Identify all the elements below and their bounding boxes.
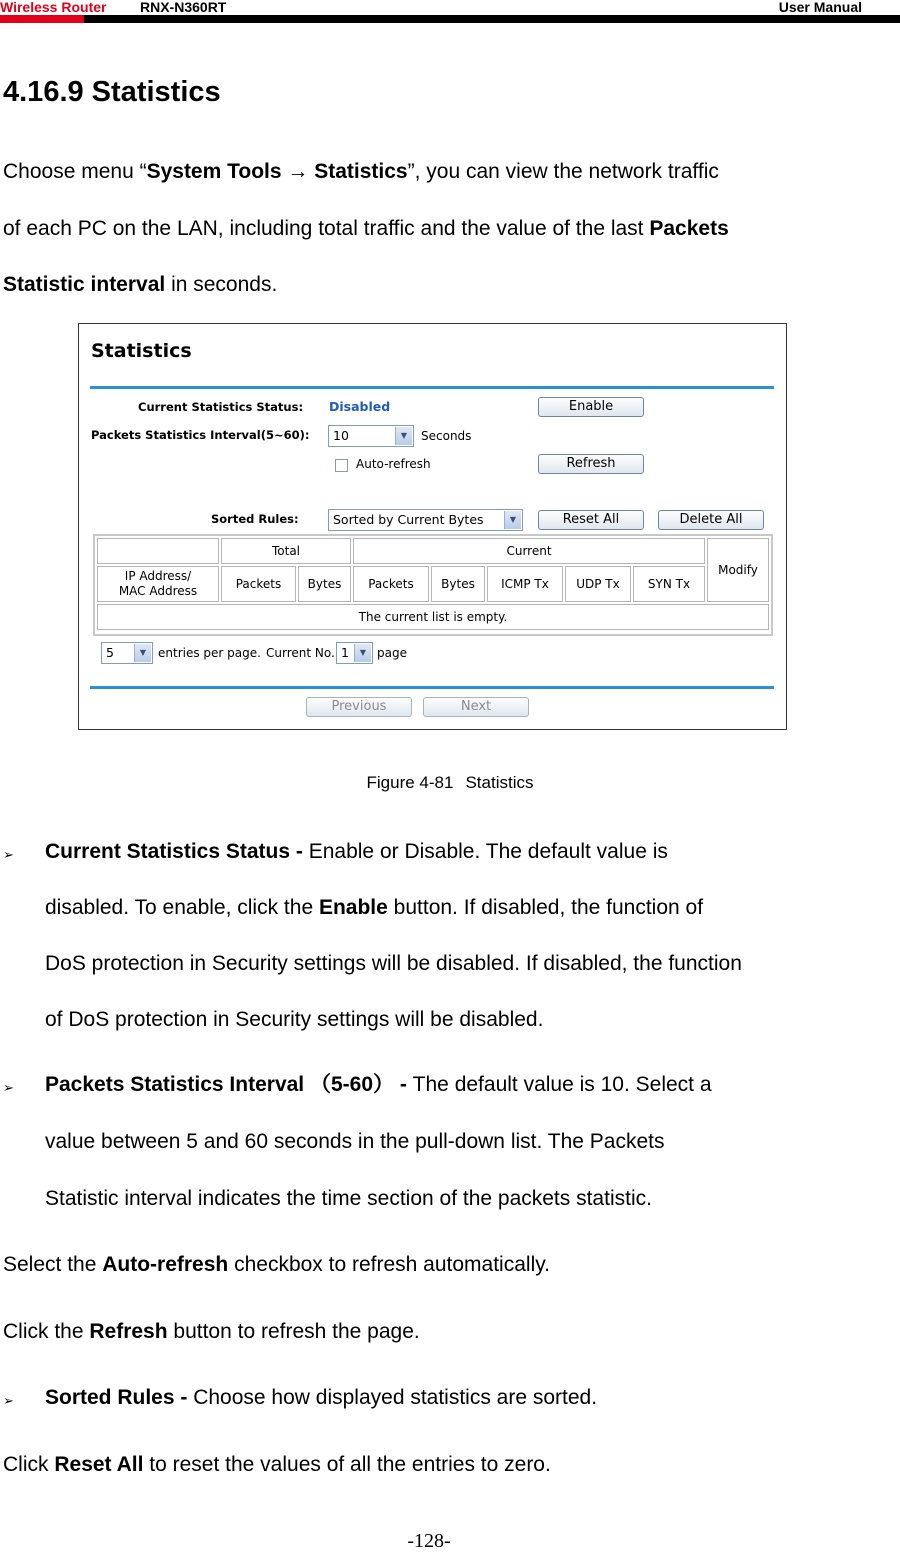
refresh-line: Click the Refresh button to refresh the page. <box>3 1320 420 1343</box>
figure-caption: Figure 4-81 Statistics <box>366 773 534 792</box>
enable-button[interactable]: Enable <box>538 397 644 417</box>
autorefresh-checkbox[interactable] <box>335 459 348 472</box>
chevron-down-icon: ▼ <box>504 511 521 529</box>
status-label: Current Statistics Status: <box>138 400 304 414</box>
header-rule <box>0 15 900 23</box>
current-no-label: Current No. <box>266 646 335 660</box>
sorted-rules-line: Sorted Rules - Choose how displayed statistics are sorted. <box>45 1386 598 1409</box>
table-header-blank <box>97 538 219 564</box>
psi-line-1: Packets Statistics Interval （5-60） - The default value is 10. Select a <box>45 1073 712 1096</box>
css-line-2: disabled. To enable, click the Enable button. If disabled, the function of <box>45 896 704 919</box>
delete-all-button[interactable]: Delete All <box>658 510 764 530</box>
page-select[interactable]: 1 ▼ <box>336 642 373 664</box>
page-label: page <box>377 646 407 660</box>
page-header <box>0 0 900 26</box>
table-header-total: Total <box>221 538 351 564</box>
sorted-rules-label: Sorted Rules: <box>211 512 299 526</box>
bullet-icon: ➢ <box>3 847 14 862</box>
chevron-down-icon: ▼ <box>354 644 371 662</box>
autorefresh-label: Auto-refresh <box>356 457 431 471</box>
page-number: -128- <box>407 1530 451 1552</box>
bullet-icon: ➢ <box>3 1080 14 1095</box>
interval-select[interactable]: 10 ▼ <box>328 425 414 447</box>
col-icmp-tx: ICMP Tx <box>487 566 563 602</box>
intro-line-1: Choose menu “System Tools → Statistics”, you can view the network traffic <box>3 160 719 183</box>
table-header-ip-mac: IP Address/ MAC Address <box>97 566 219 602</box>
refresh-button[interactable]: Refresh <box>538 454 644 474</box>
reset-all-button[interactable]: Reset All <box>538 510 644 530</box>
entries-per-page-select[interactable]: 5 ▼ <box>101 642 153 664</box>
section-title: 4.16.9 Statistics <box>3 76 221 108</box>
seconds-label: Seconds <box>421 429 472 443</box>
next-button[interactable]: Next <box>423 697 529 717</box>
statistics-table <box>93 534 773 636</box>
figure-top-rule <box>90 386 774 389</box>
col-total-packets: Packets <box>221 566 296 602</box>
header-rule-accent <box>0 15 84 23</box>
css-line-4: of DoS protection in Security settings will be disabled. <box>45 1008 544 1031</box>
col-current-bytes: Bytes <box>431 566 485 602</box>
autorefresh-line: Select the Auto-refresh checkbox to refresh automatically. <box>3 1253 551 1276</box>
css-line-3: DoS protection in Security settings will be disabled. If disabled, the function <box>45 952 742 975</box>
reset-all-line: Click Reset All to reset the values of all the entries to zero. <box>3 1453 551 1476</box>
figure-bottom-rule <box>90 686 774 689</box>
statistics-figure <box>78 323 787 730</box>
doc-type: User Manual <box>778 0 862 15</box>
intro-line-2: of each PC on the LAN, including total traffic and the value of the last Packets <box>3 217 729 240</box>
table-header-current: Current <box>353 538 705 564</box>
status-value: Disabled <box>329 399 391 414</box>
chevron-down-icon: ▼ <box>134 644 151 662</box>
psi-line-3: Statistic interval indicates the time section of the packets statistic. <box>45 1187 652 1210</box>
table-header-modify: Modify <box>707 538 769 602</box>
css-line-1: Current Statistics Status - Enable or Disable. The default value is <box>45 840 668 863</box>
previous-button[interactable]: Previous <box>306 697 412 717</box>
interval-label: Packets Statistics Interval(5~60): <box>91 428 310 442</box>
figure-title: Statistics <box>91 340 192 362</box>
brand: Wireless Router <box>0 0 107 15</box>
sorted-rules-select[interactable]: Sorted by Current Bytes ▼ <box>328 509 523 531</box>
psi-line-2: value between 5 and 60 seconds in the pull-down list. The Packets <box>45 1130 665 1153</box>
table-empty-message: The current list is empty. <box>97 604 769 630</box>
bullet-icon: ➢ <box>3 1393 14 1408</box>
chevron-down-icon: ▼ <box>395 427 412 445</box>
col-current-packets: Packets <box>353 566 429 602</box>
col-total-bytes: Bytes <box>298 566 351 602</box>
entries-per-page-label: entries per page. <box>158 646 261 660</box>
col-udp-tx: UDP Tx <box>565 566 631 602</box>
model: RNX-N360RT <box>140 0 227 15</box>
intro-line-3: Statistic interval in seconds. <box>3 273 278 296</box>
col-syn-tx: SYN Tx <box>633 566 705 602</box>
